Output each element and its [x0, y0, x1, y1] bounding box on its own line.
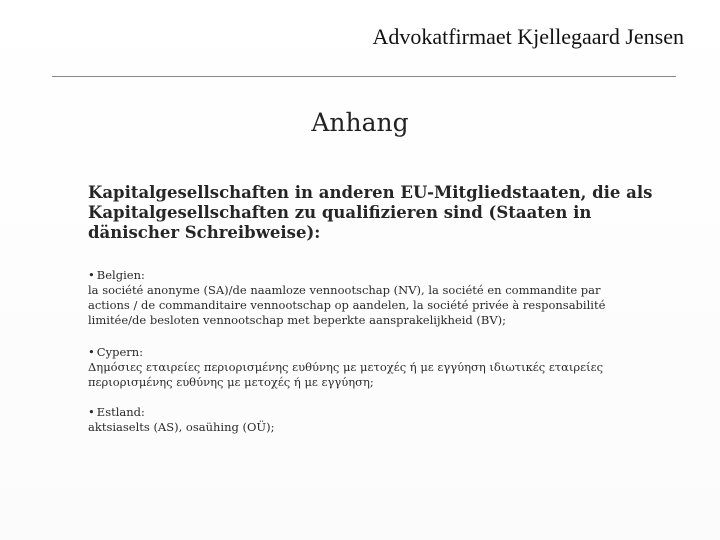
company-forms-line: limitée/de besloten vennootschap met beperkte aansprakelijkheid (BV); [88, 313, 507, 327]
firm-name-header: Advokatfirmaet Kjellegaard Jensen [372, 24, 684, 49]
company-forms-line: actions / de commanditaire vennootschap op aandelen, la société privée à responsabilité [88, 298, 606, 312]
country-name: Cypern: [96, 345, 144, 359]
bullet: • [88, 268, 95, 282]
company-forms-line: la société anonyme (SA)/de naamloze vennootschap (NV), la société en commandite par [88, 283, 601, 297]
country-name: Belgien: [96, 268, 145, 282]
intro-line: Kapitalgesellschaften in anderen EU-Mitgliedstaaten, die als [88, 183, 653, 202]
country-name: Estland: [96, 405, 145, 419]
intro-line: dänischer Schreibweise): [88, 223, 321, 242]
intro-heading [88, 183, 688, 243]
country-label [88, 405, 648, 420]
country-entry-belgium [88, 268, 648, 328]
company-forms-line: περιορισμένης ευθύνης με μετοχές ή με εγγύηση; [88, 375, 374, 389]
slide-title: Anhang [311, 108, 409, 137]
country-entry-estonia [88, 405, 648, 435]
country-entry-cyprus [88, 345, 648, 390]
bullet: • [88, 405, 95, 419]
header-divider [52, 76, 676, 77]
bullet: • [88, 345, 95, 359]
country-label [88, 268, 648, 283]
country-label [88, 345, 648, 360]
company-forms-line: aktsiaselts (AS), osaühing (OÜ); [88, 420, 275, 434]
company-forms-line: Δημόσιες εταιρείες περιορισμένης ευθύνης με μετοχές ή με εγγύηση ιδιωτικές εταιρείες [88, 360, 604, 374]
intro-line: Kapitalgesellschaften zu qualifizieren sind (Staaten in [88, 203, 592, 222]
